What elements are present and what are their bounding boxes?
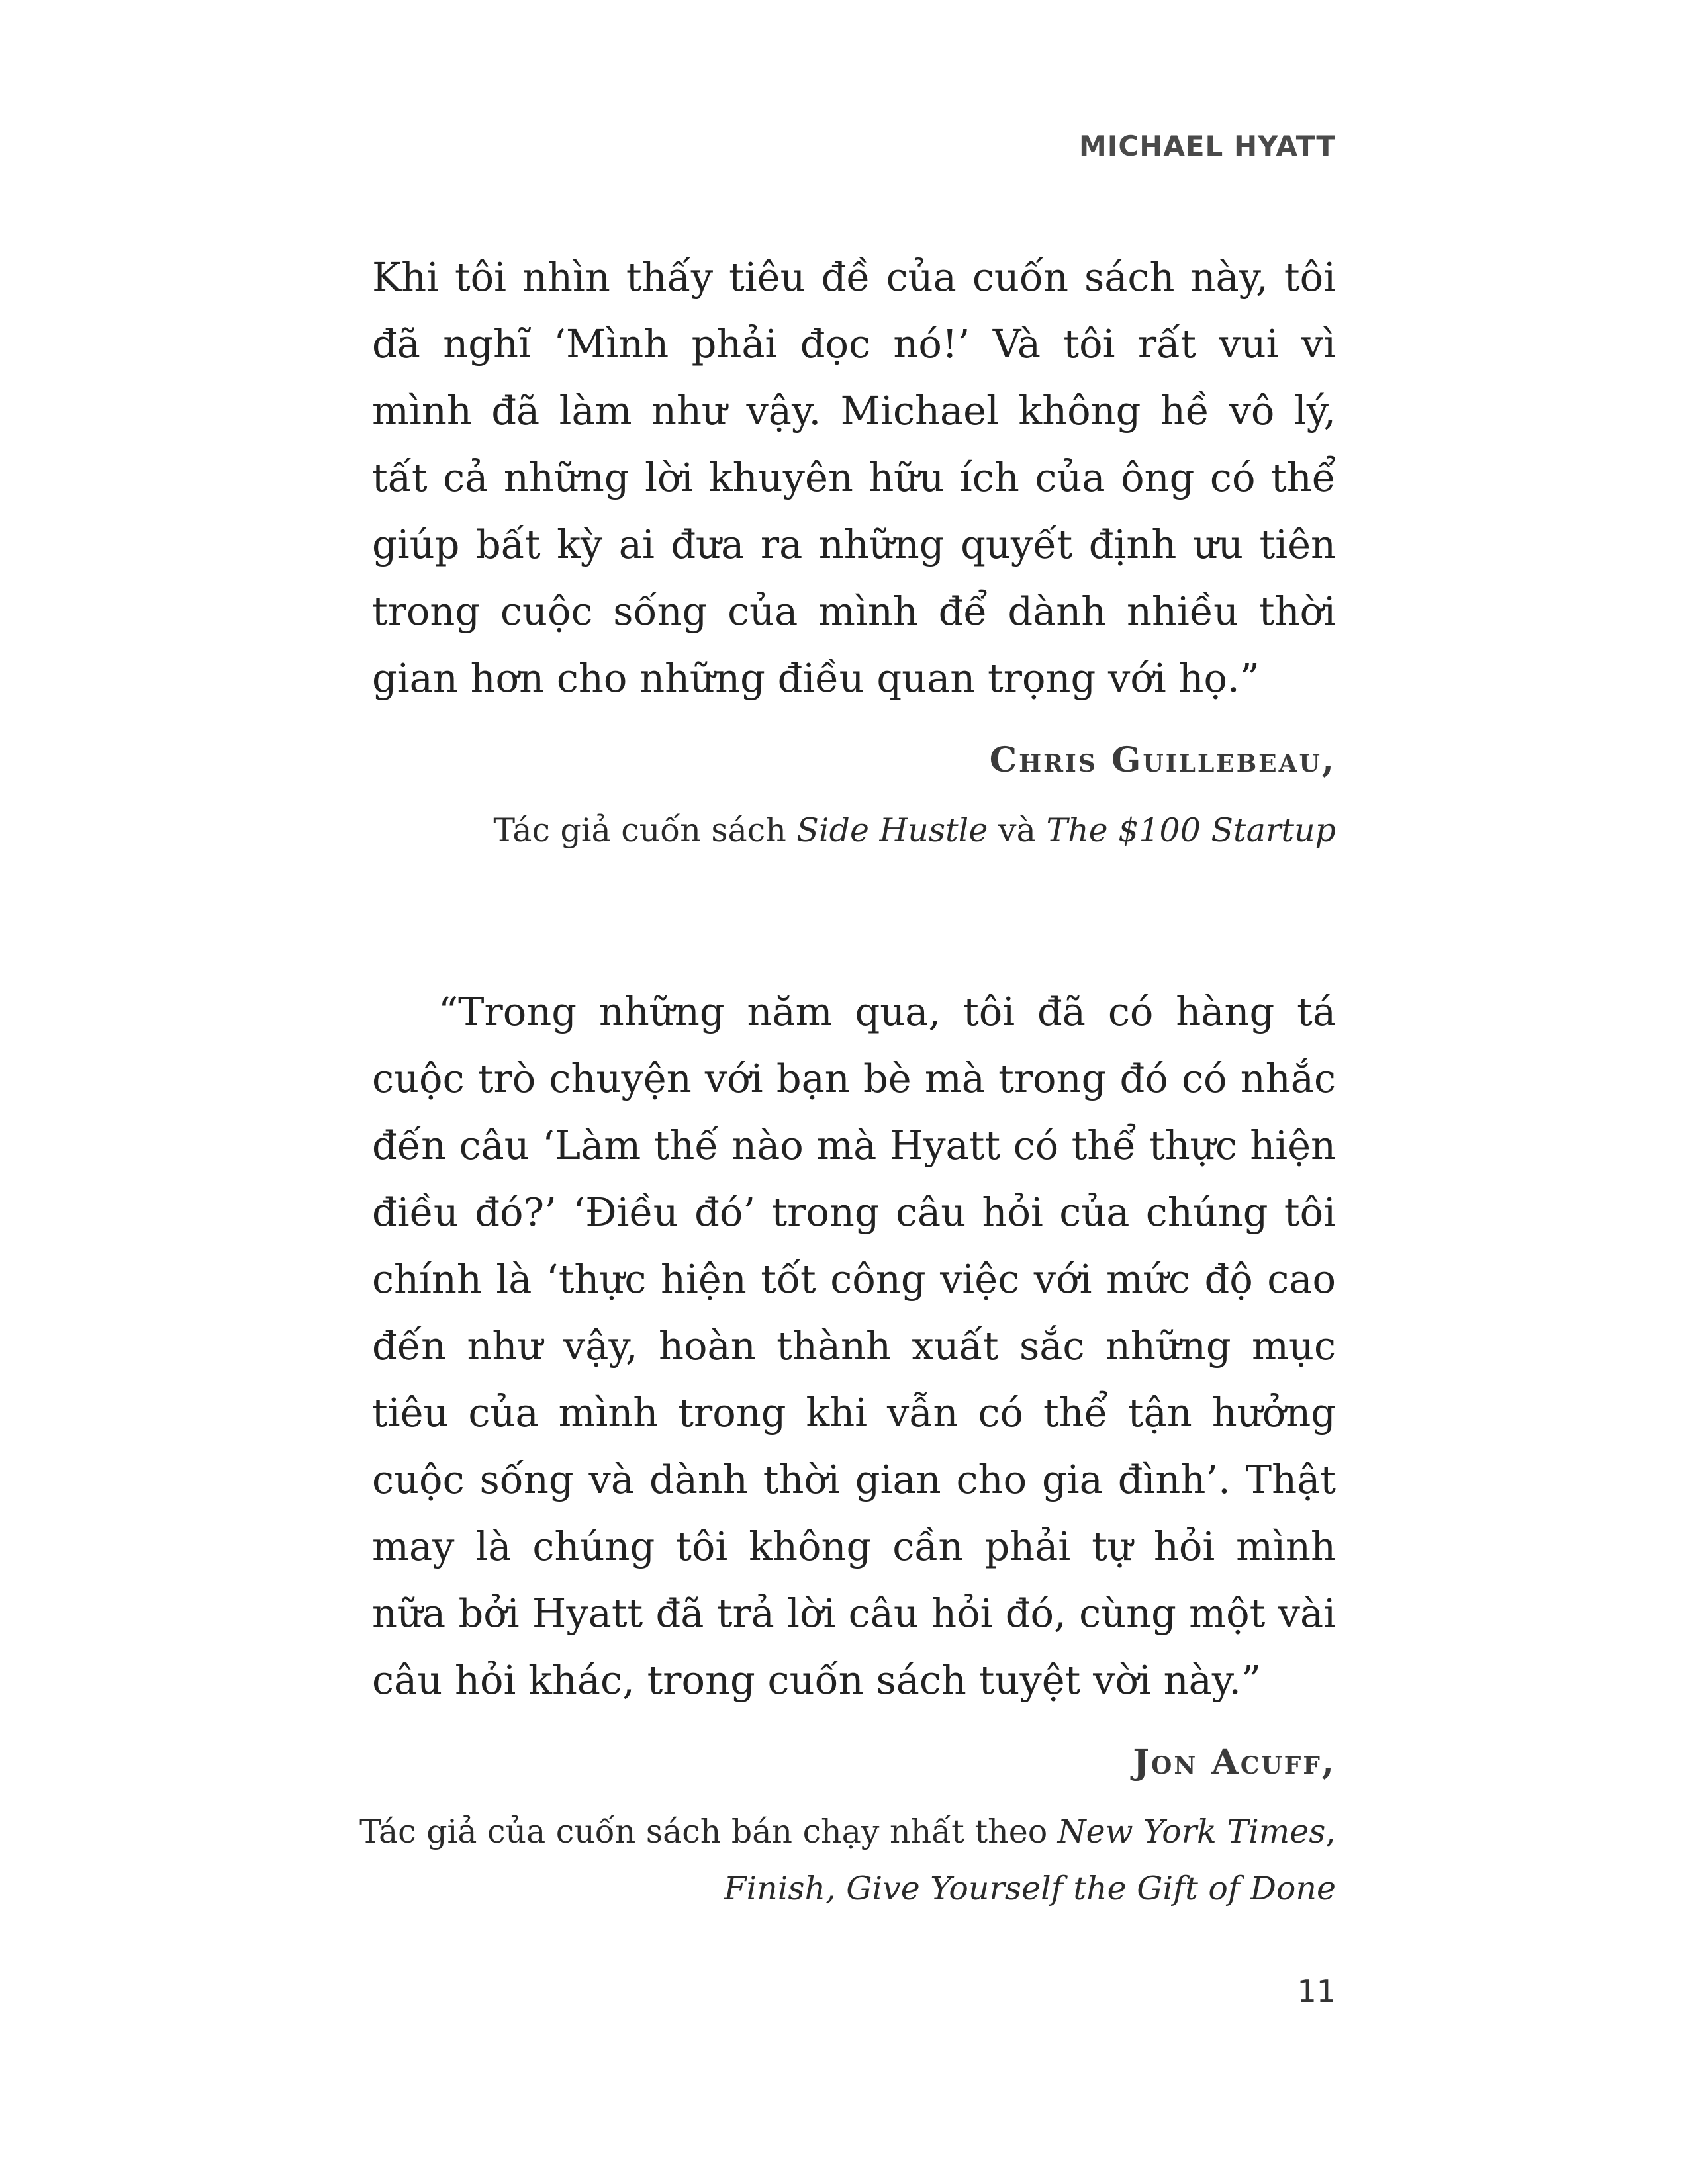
credit-prefix: Tác giả cuốn sách bbox=[493, 811, 797, 849]
credit-comma: , bbox=[1325, 1813, 1336, 1850]
publication-name: New York Times bbox=[1057, 1813, 1326, 1850]
quote-text: “Trong những năm qua, tôi đã có hàng tá cuộc trò chuyện với bạn bè mà trong đó có nhắc đến câu ‘Làm thế nào mà Hyatt có thể thực hiện điều đó?’ ‘Điều đó’ trong câu hỏi của chúng tôi chính là ‘thực hiện tốt công việc với mức độ cao đến như vậy, hoàn thành xuất sắc những mục tiêu của mình trong khi vẫn có thể tận hưởng cuộc sống và dành thời gian cho gia đình’. Thật may là chúng tôi không cần phải tự hỏi mình nữa bởi Hyatt đã trả lời câu hỏi đó, cùng một vài câu hỏi khác, trong cuốn sách tuyệt vời này.” bbox=[372, 989, 1336, 1703]
running-head: MICHAEL HYATT bbox=[1078, 130, 1336, 162]
testimonial-credit-2 bbox=[343, 1803, 1336, 1917]
credit-joiner: và bbox=[988, 811, 1047, 849]
book-title: Finish, Give Yourself the Gift of Done bbox=[724, 1870, 1336, 1907]
testimonial-author-2: Jon Acuff, bbox=[1133, 1742, 1336, 1782]
book-title: The $100 Startup bbox=[1046, 811, 1336, 849]
page-number: 11 bbox=[1297, 1974, 1336, 2009]
credit-prefix: Tác giả của cuốn sách bán chạy nhất theo bbox=[359, 1813, 1058, 1850]
testimonial-quote-1 bbox=[372, 244, 1336, 711]
testimonial-author-1: Chris Guillebeau, bbox=[989, 740, 1336, 780]
book-title: Side Hustle bbox=[796, 811, 988, 849]
testimonial-quote-2 bbox=[372, 978, 1336, 1713]
testimonial-credit-1 bbox=[343, 802, 1336, 859]
quote-text: Khi tôi nhìn thấy tiêu đề của cuốn sách này, tôi đã nghĩ ‘Mình phải đọc nó!’ Và tôi rất vui vì mình đã làm như vậy. Michael không hề vô lý, tất cả những lời khuyên hữu ích của ông có thể giúp bất kỳ ai đưa ra những quyết định ưu tiên trong cuộc sống của mình để dành nhiều thời gian hơn cho những điều quan trọng với họ.” bbox=[372, 254, 1336, 701]
